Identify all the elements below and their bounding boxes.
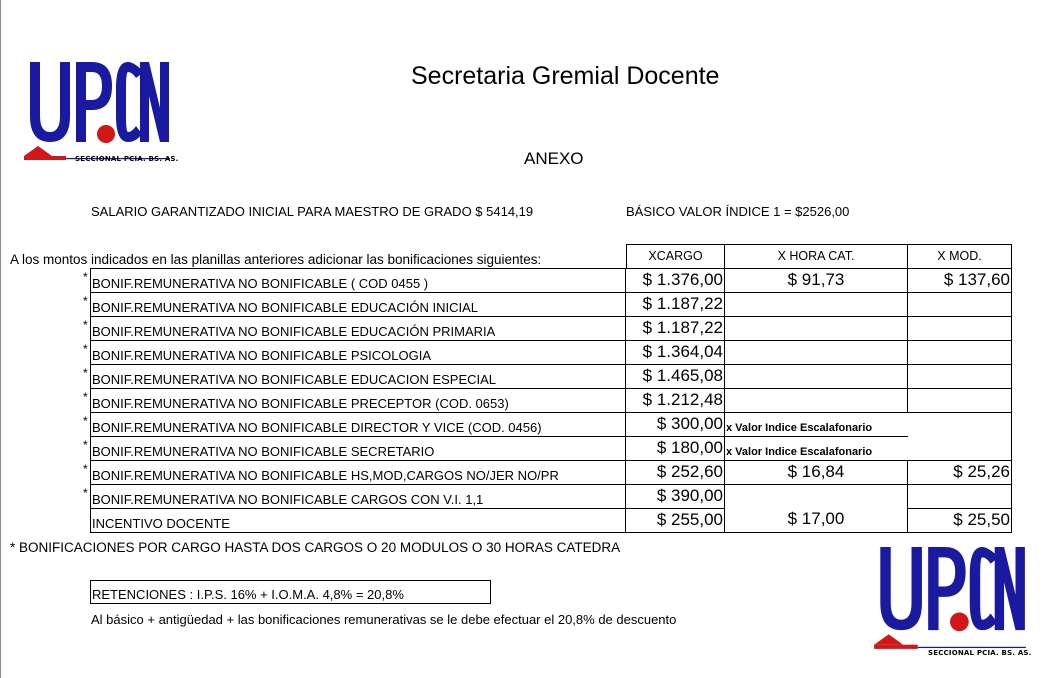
row-xcargo: $ 1.465,08 [626, 364, 725, 388]
row-xcargo: $ 1.364,04 [626, 340, 725, 364]
annex-heading: ANEXO [524, 149, 584, 168]
table-row [83, 412, 1012, 436]
header-xmod: X MOD. [907, 244, 1012, 268]
row-xhora: x Valor Indice Escalafonario [725, 436, 908, 460]
row-asterisk: * [83, 270, 88, 284]
row-xcargo: $ 300,00 [626, 412, 725, 436]
row-asterisk: * [83, 366, 88, 380]
row-label: BONIF.REMUNERATIVA NO BONIFICABLE PSICOLOGIA [90, 340, 626, 364]
row-xmod: $ 25,50 [908, 508, 1012, 532]
row-xmod [908, 436, 1012, 460]
row-xcargo: $ 180,00 [626, 436, 725, 460]
footnote: * BONIFICACIONES POR CARGO HASTA DOS CARGOS O 20 MODULOS O 30 HORAS CATEDRA [10, 540, 621, 555]
row-xmod [908, 292, 1012, 316]
row-xmod [908, 484, 1012, 508]
row-xmod [908, 316, 1012, 340]
basic-index-value: BÁSICO VALOR ÍNDICE 1 = $2526,00 [626, 204, 850, 219]
row-xcargo: $ 252,60 [626, 460, 725, 484]
table-row [83, 364, 1012, 388]
row-label: BONIF.REMUNERATIVA NO BONIFICABLE SECRETARIO [90, 436, 626, 460]
header-xhora: X HORA CAT. [724, 244, 908, 268]
row-xcargo: $ 255,00 [626, 508, 725, 532]
row-xcargo: $ 1.187,22 [626, 292, 725, 316]
row-xhora: $ 16,84 [725, 460, 908, 484]
guaranteed-salary: SALARIO GARANTIZADO INICIAL PARA MAESTRO DE GRADO $ 5414,19 [91, 204, 534, 219]
table-bottom-border [90, 532, 1012, 533]
row-xcargo: $ 390,00 [626, 484, 725, 508]
header-xcargo: XCARGO [626, 244, 725, 268]
bonus-table [83, 244, 1012, 532]
row-xhora [725, 316, 908, 340]
table-row [83, 316, 1012, 340]
upcn-logo-top [22, 58, 179, 168]
row-label: BONIF.REMUNERATIVA NO BONIFICABLE DIRECTOR Y VICE (COD. 0456) [90, 412, 626, 436]
table-row [83, 436, 1012, 460]
left-border [0, 0, 1, 678]
table-row [83, 292, 1012, 316]
row-label: BONIF.REMUNERATIVA NO BONIFICABLE ( COD 0455 ) [90, 268, 626, 292]
row-xmod [908, 364, 1012, 388]
row-xhora [725, 388, 908, 412]
table-row [83, 484, 1012, 508]
row-asterisk: * [83, 294, 88, 308]
row-xhora [725, 340, 908, 364]
row-xcargo: $ 1.376,00 [626, 268, 725, 292]
discount-note: Al básico + antigüedad + las bonificaciones remunerativas se le debe efectuar el 20,8% de descuento [91, 612, 677, 627]
row-xmod: $ 25,26 [908, 460, 1012, 484]
row-xhora: $ 91,73 [725, 268, 908, 292]
table-header [90, 244, 1012, 268]
table-row [90, 508, 1012, 532]
table-row [83, 340, 1012, 364]
retenciones-box: RETENCIONES : I.P.S. 16% + I.O.M.A. 4,8% = 20,8% [90, 580, 491, 604]
row-xhora [725, 364, 908, 388]
row-xhora [725, 292, 908, 316]
row-xhora [725, 484, 908, 508]
intro-text: A los montos indicados en las planillas anteriores adicionar las bonificaciones siguientes: [10, 252, 542, 267]
row-xmod [908, 388, 1012, 412]
upcn-logo-bottom [872, 540, 1032, 660]
row-label: INCENTIVO DOCENTE [90, 508, 626, 532]
logo-caption: SECCIONAL PCIA. BS. AS. [75, 155, 179, 163]
row-label: BONIF.REMUNERATIVA NO BONIFICABLE EDUCACIÓN PRIMARIA [90, 316, 626, 340]
row-asterisk: * [83, 438, 88, 452]
row-label: BONIF.REMUNERATIVA NO BONIFICABLE EDUCACIÓN INICIAL [90, 292, 626, 316]
upcn-logo-mark [22, 58, 172, 168]
row-label: BONIF.REMUNERATIVA NO BONIFICABLE PRECEPTOR (COD. 0653) [90, 388, 626, 412]
upcn-logo-mark-2 [872, 540, 1028, 660]
row-label: BONIF.REMUNERATIVA NO BONIFICABLE EDUCACION ESPECIAL [90, 364, 626, 388]
logo-caption-2: SECCIONAL PCIA. BS. AS. [928, 649, 1032, 657]
table-row [83, 460, 1012, 484]
row-xmod [908, 412, 1012, 436]
row-xhora: $ 17,00 [725, 508, 908, 532]
row-asterisk: * [83, 414, 88, 428]
row-asterisk: * [83, 462, 88, 476]
row-asterisk: * [83, 342, 88, 356]
table-body [83, 268, 1012, 532]
row-xmod [908, 340, 1012, 364]
row-xcargo: $ 1.187,22 [626, 316, 725, 340]
page-title: Secretaria Gremial Docente [411, 62, 720, 90]
row-asterisk: * [83, 486, 88, 500]
row-label: BONIF.REMUNERATIVA NO BONIFICABLE CARGOS CON V.I. 1,1 [90, 484, 626, 508]
table-row [83, 268, 1012, 292]
row-xhora: x Valor Indice Escalafonario [725, 412, 908, 436]
row-xmod: $ 137,60 [908, 268, 1012, 292]
row-asterisk: * [83, 318, 88, 332]
row-label: BONIF.REMUNERATIVA NO BONIFICABLE HS,MOD,CARGOS NO/JER NO/PR [90, 460, 626, 484]
row-asterisk: * [83, 390, 88, 404]
row-xcargo: $ 1.212,48 [626, 388, 725, 412]
table-row [83, 388, 1012, 412]
